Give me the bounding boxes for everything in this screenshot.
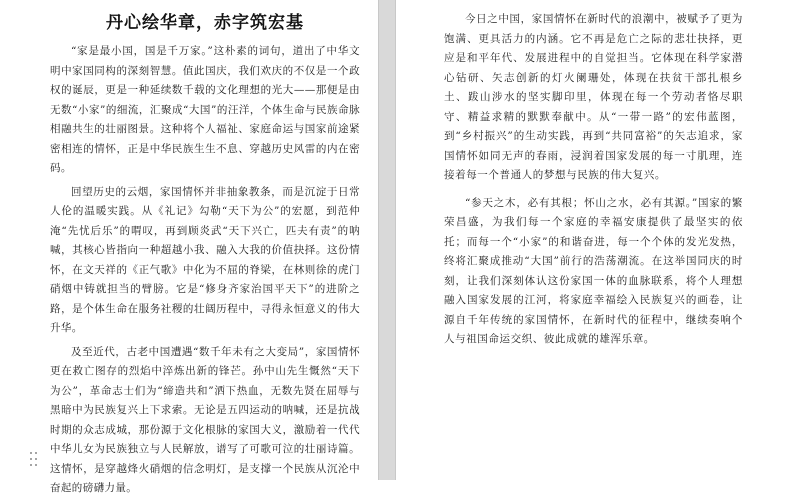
page-gutter: [378, 0, 396, 480]
document-page-left[interactable]: [0, 0, 378, 494]
paragraph-3[interactable]: 及至近代，古老中国遭遇“数千年未有之大变局”，家国情怀更在救亡图存的烈焰中淬炼出新的锋芒。孙中山先生慨然“天下为公”，革命志士们为“缔造共和”洒下热血，无数先贤在屈辱与黑暗中为民族复兴上下求索。无论是五四运动的呐喊，还是抗战时期的众志成城，那份源于文化根脉的家国大义，激励着一代代中华儿女为民族独立与人民解放，谱写了可歌可泣的壮丽诗篇。这情怀，是穿越烽火硝烟的信念明灯，是支撑一个民族从沉沦中奋起的磅礴力量。: [50, 345, 360, 494]
paragraph-5[interactable]: “参天之木，必有其根；怀山之水，必有其源。”国家的繁荣昌盛，为我们每一个家庭的幸福安康提供了最坚实的依托；而每一个“小家”的和谐奋进，每一个个体的发光发热，终将汇聚成推动“大国”前行的浩荡潮流。在这举国同庆的时刻，让我们深刻体认这份家国一体的血脉联系，将个人理想融入国家发展的江河，将家庭幸福绘入民族复兴的画卷，让源自千年传统的家国情怀，在新时代的征程中，继续奏响个人与祖国命运交织、彼此成就的雄浑乐章。: [444, 196, 743, 345]
page-edge-left: [378, 0, 379, 480]
document-title: 丹心绘华章，赤字筑宏基: [106, 13, 304, 33]
document-page-right[interactable]: [396, 0, 799, 480]
paragraph-4[interactable]: 今日之中国，家国情怀在新时代的浪潮中，被赋予了更为饱满、更具活力的内涵。它不再是危亡之际的悲壮抉择，更应是和平年代、发展进程中的自觉担当。它体现在科学家潜心钻研、矢志创新的灯火阑珊处，体现在扶贫干部扎根乡土、跋山涉水的坚实脚印里，体现在每一个劳动者恪尽职守、精益求精的默默奉献中。从“一带一路”的宏伟蓝图，到“乡村振兴”的生动实践，再到“共同富裕”的矢志追求，家国情怀如同无声的春雨，浸润着国家发展的每一寸肌理，连接着每一个普通人的梦想与民族的伟大复兴。: [444, 13, 743, 181]
paragraph-2[interactable]: 回望历史的云烟，家国情怀并非抽象教条，而是沉淀于日常人伦的温暖实践。从《礼记》勾勒“天下为公”的宏愿，到范仲淹“先忧后乐”的喟叹，再到顾炎武“天下兴亡，匹夫有责”的呐喊，其核心皆指向一种超越小我、融入大我的价值抉择。这份情怀，在文天祥的《正气歌》中化为不屈的脊梁，在林则徐的虎门硝烟中铸就担当的臂膀。它是“修身齐家治国平天下”的进阶之路，是个体生命在服务社稷的壮阔历程中，寻得永恒意义的伟大升华。: [50, 185, 360, 334]
drag-handle-icon[interactable]: [30, 452, 38, 466]
paragraph-1[interactable]: “家是最小国，国是千万家。”这朴素的词句，道出了中华文明中家国同构的深刻智慧。值此国庆，我们欢庆的不仅是一个政权的诞辰，更是一种延续数千载的文化理想的光大——那便是由无数“小家”的细流，汇聚成“大国”的汪洋，个体生命与民族命脉相融共生的壮丽图景。这种将个人福祉、家庭命运与国家前途紧密相连的情怀，正是中华民族生生不息、穿越历史风雷的内在密码。: [50, 45, 360, 174]
